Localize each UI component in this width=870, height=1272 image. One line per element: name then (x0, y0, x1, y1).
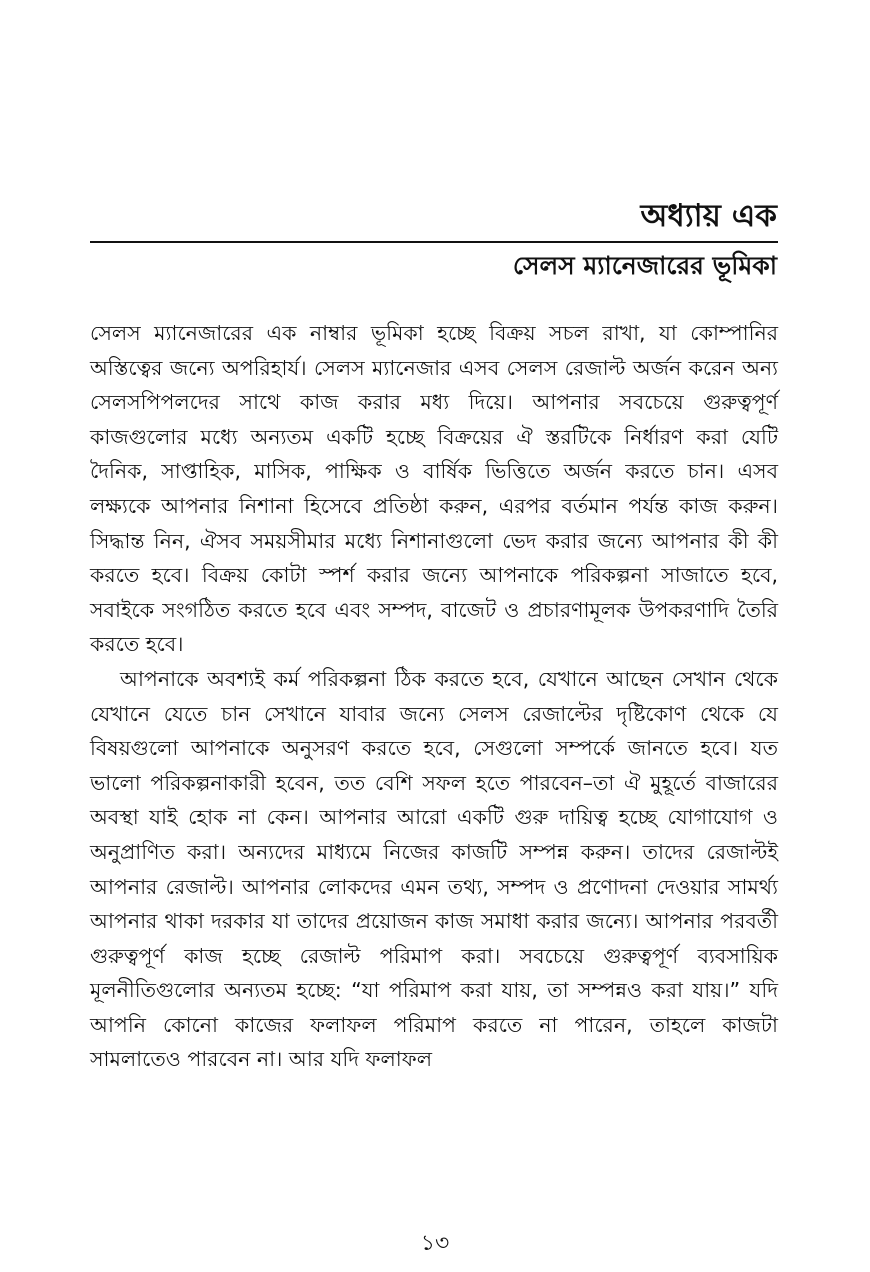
chapter-title: অধ্যায় এক (640, 198, 777, 234)
body-text (90, 316, 778, 1077)
page-number: ১৩ (420, 1231, 450, 1256)
paragraph: সেলস ম্যানেজারের এক নাম্বার ভূমিকা হচ্ছে বিক্রয় সচল রাখা, যা কোম্পানির অস্তিত্বের জন্যে অপরিহার্য। সেলস ম্যানেজার এসব সেলস রেজাল্ট অর্জন করেন অন্য সেলসপিপলদের সাথে কাজ করার মধ্য দিয়ে। আপনার সবচেয়ে গুরুত্বপূর্ণ কাজগুলোর মধ্যে অন্যতম একটি হচ্ছে বিক্রয়ের ঐ স্তরটিকে নির্ধারণ করা যেটি দৈনিক, সাপ্তাহিক, মাসিক, পাক্ষিক ও বার্ষিক ভিত্তিতে অর্জন করতে চান। এসব লক্ষ্যকে আপনার নিশানা হিসেবে প্রতিষ্ঠা করুন, এরপর বর্তমান পর্যন্ত কাজ করুন। সিদ্ধান্ত নিন, ঐসব সময়সীমার মধ্যে নিশানাগুলো ভেদ করার জন্যে আপনার কী কী করতে হবে। বিক্রয় কোটা স্পর্শ করার জন্যে আপনাকে পরিকল্পনা সাজাতে হবে, সবাইকে সংগঠিত করতে হবে এবং সম্পদ, বাজেট ও প্রচারণামূলক উপকরণাদি তৈরি করতে হবে। (90, 321, 778, 657)
chapter-subtitle: সেলস ম্যানেজারের ভূমিকা (512, 251, 777, 280)
header-divider (90, 241, 778, 243)
paragraph: আপনাকে অবশ্যই কর্ম পরিকল্পনা ঠিক করতে হবে, যেখানে আছেন সেখান থেকে যেখানে যেতে চান সেখানে যাবার জন্যে সেলস রেজাল্টের দৃষ্টিকোণ থেকে যে বিষয়গুলো আপনাকে অনুসরণ করতে হবে, সেগুলো সম্পর্কে জানতে হবে। যত ভালো পরিকল্পনাকারী হবেন, তত বেশি সফল হতে পারবেন–তা ঐ মুহূর্তে বাজারের অবস্থা যাই হোক না কেন। আপনার আরো একটি গুরু দায়িত্ব হচ্ছে যোগাযোগ ও অনুপ্রাণিত করা। অন্যদের মাধ্যমে নিজের কাজটি সম্পন্ন করুন। তাদের রেজাল্টই আপনার রেজাল্ট। আপনার লোকদের এমন তথ্য, সম্পদ ও প্রণোদনা দেওয়ার সামর্থ্য আপনার থাকা দরকার যা তাদের প্রয়োজন কাজ সমাধা করার জন্যে। আপনার পরবর্তী গুরুত্বপূর্ণ কাজ হচ্ছে রেজাল্ট পরিমাপ করা। সবচেয়ে গুরুত্বপূর্ণ ব্যবসায়িক মূলনীতিগুলোর অন্যতম হচ্ছে: “যা পরিমাপ করা যায়, তা সম্পন্নও করা যায়।” যদি আপনি কোনো কাজের ফলাফল পরিমাপ করতে না পারেন, তাহলে কাজটা সামলাতেও পারবেন না। আর যদি ফলাফল (90, 666, 778, 1072)
